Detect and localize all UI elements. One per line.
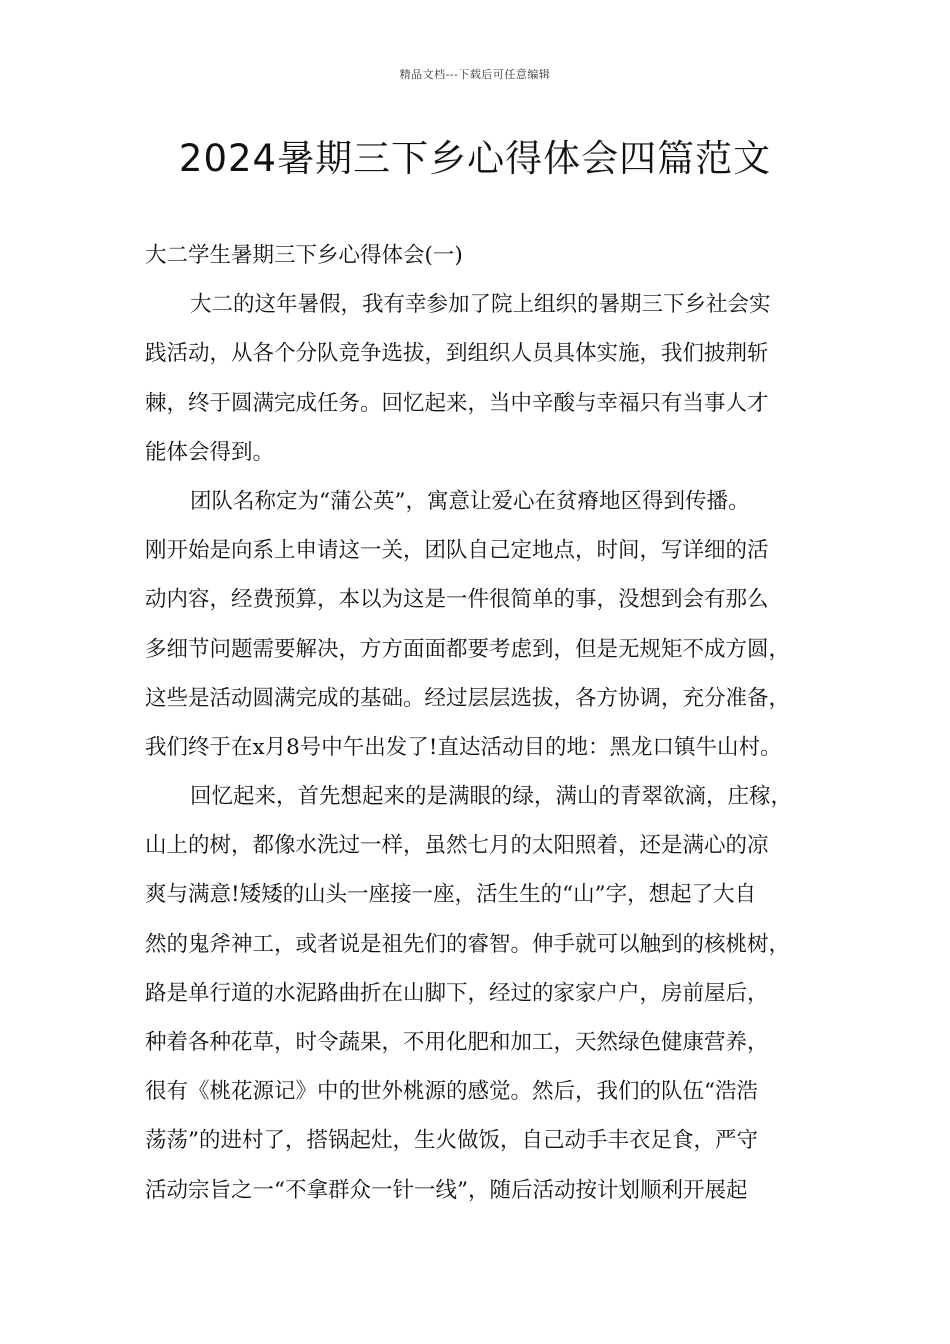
paragraph-line: 种着各种花草，时令蔬果，不用化肥和加工，天然绿色健康营养， xyxy=(145,1030,769,1055)
paragraph-line: 我们终于在x月8号中午出发了!直达活动目的地：黑龙口镇牛山村。 xyxy=(145,734,782,760)
section-heading: 大二学生暑期三下乡心得体会(一) xyxy=(145,243,463,268)
header-note: 精品文档---下载后可任意编辑 xyxy=(399,68,551,81)
paragraph-line: 践活动，从各个分队竞争选拔，到组织人员具体实施，我们披荆斩 xyxy=(145,341,769,367)
paragraph-line: 团队名称定为“蒲公英”，寓意让爱心在贫瘠地区得到传播。 xyxy=(190,488,750,514)
paragraph-line: 大二的这年暑假，我有幸参加了院上组织的暑期三下乡社会实 xyxy=(190,292,771,318)
paragraph-line: 能体会得到。 xyxy=(145,439,275,465)
paragraph-line: 回忆起来，首先想起来的是满眼的绿，满山的青翠欲滴，庄稼， xyxy=(190,784,793,810)
document-title: 2024暑期三下乡心得体会四篇范文 xyxy=(178,137,772,180)
paragraph-line: 路是单行道的水泥路曲折在山脚下，经过的家家户户，房前屋后， xyxy=(145,980,769,1006)
paragraph-line: 这些是活动圆满完成的基础。经过层层选拔，各方协调，充分准备， xyxy=(145,685,791,711)
paragraph-line: 爽与满意!矮矮的山头一座接一座，活生生的“山”字，想起了大自 xyxy=(145,882,757,908)
paragraph-line: 很有《桃花源记》中的世外桃源的感觉。然后，我们的队伍“浩浩 xyxy=(145,1079,758,1105)
paragraph-line: 棘，终于圆满完成任务。回忆起来，当中辛酸与幸福只有当事人才 xyxy=(145,390,769,416)
paragraph-line: 然的鬼斧神工，或者说是祖先们的睿智。伸手就可以触到的核桃树， xyxy=(145,931,791,957)
paragraph-line: 动内容，经费预算，本以为这是一件很简单的事，没想到会有那么 xyxy=(145,587,769,613)
paragraph-line: 荡荡”的进村了，搭锅起灶，生火做饭，自己动手丰衣足食，严守 xyxy=(145,1128,758,1154)
paragraph-line: 活动宗旨之一“不拿群众一针一线”，随后活动按计划顺利开展起 xyxy=(145,1177,748,1203)
body-text xyxy=(145,231,825,1215)
paragraph-line: 山上的树，都像水洗过一样，虽然七月的太阳照着，还是满心的凉 xyxy=(145,833,769,859)
paragraph-line: 多细节问题需要解决，方方面面都要考虑到，但是无规矩不成方圆， xyxy=(145,636,791,662)
paragraph-line: 刚开始是向系上申请这一关，团队自己定地点，时间，写详细的活 xyxy=(145,538,769,564)
